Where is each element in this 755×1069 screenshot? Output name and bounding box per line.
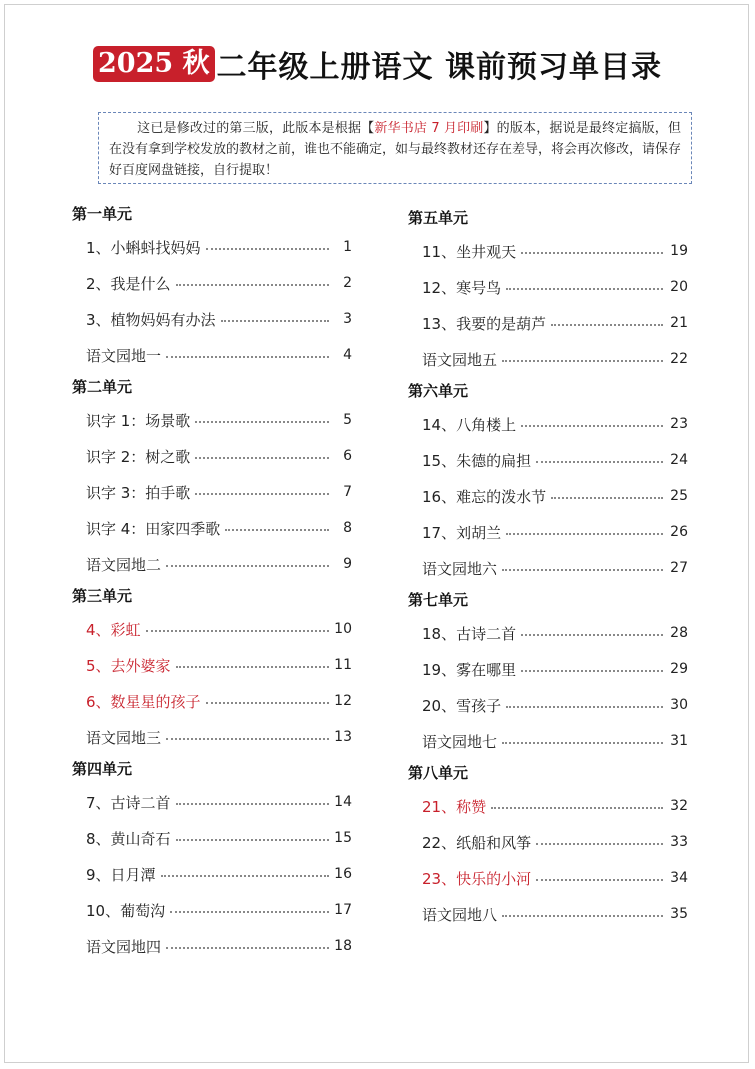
dot-leader bbox=[551, 324, 663, 326]
dot-leader bbox=[502, 742, 663, 744]
toc-entry-page: 6 bbox=[343, 448, 352, 464]
toc-entry-page: 12 bbox=[334, 693, 352, 709]
notice-box bbox=[98, 112, 692, 184]
dot-leader bbox=[521, 252, 663, 254]
toc-entry-label: 识字 2：树之歌 bbox=[86, 447, 191, 466]
toc-entry-label: 语文园地八 bbox=[422, 905, 498, 924]
toc-entry[interactable] bbox=[408, 406, 688, 442]
dot-leader bbox=[506, 706, 663, 708]
dot-leader bbox=[176, 284, 329, 286]
unit-title: 第四单元 bbox=[72, 760, 133, 778]
toc-entry-page: 26 bbox=[670, 524, 688, 540]
toc-entry-page: 17 bbox=[334, 902, 352, 918]
toc-entry[interactable] bbox=[72, 546, 352, 582]
toc-entry-page: 16 bbox=[334, 866, 352, 882]
toc-entry-label: 8、黄山奇石 bbox=[86, 829, 171, 848]
toc-entry-label: 19、雾在哪里 bbox=[422, 660, 517, 679]
toc-entry-label: 13、我要的是葫芦 bbox=[422, 314, 547, 333]
toc-entry[interactable] bbox=[72, 229, 352, 265]
toc-entry-page: 2 bbox=[343, 275, 352, 291]
toc-entry-page: 3 bbox=[343, 311, 352, 327]
toc-entry[interactable] bbox=[72, 928, 352, 964]
toc-entry-page: 30 bbox=[670, 697, 688, 713]
unit-title: 第六单元 bbox=[408, 382, 469, 400]
dot-leader bbox=[502, 569, 663, 571]
toc-entry-page: 15 bbox=[334, 830, 352, 846]
unit-title: 第七单元 bbox=[408, 591, 469, 609]
toc-entry-label: 语文园地二 bbox=[86, 555, 162, 574]
toc-entry-label: 17、刘胡兰 bbox=[422, 523, 502, 542]
toc-entry-label: 22、纸船和风筝 bbox=[422, 833, 532, 852]
dot-leader bbox=[506, 533, 663, 535]
toc-entry[interactable] bbox=[408, 478, 688, 514]
toc-entry[interactable] bbox=[408, 514, 688, 550]
toc-entry-page: 1 bbox=[343, 239, 352, 255]
toc-entry-label: 5、去外婆家 bbox=[86, 656, 171, 675]
unit-title: 第三单元 bbox=[72, 587, 133, 605]
dot-leader bbox=[195, 421, 329, 423]
toc-entry-label: 10、葡萄沟 bbox=[86, 901, 166, 920]
toc-entry[interactable] bbox=[72, 856, 352, 892]
toc-entry[interactable] bbox=[72, 719, 352, 755]
dot-leader bbox=[506, 288, 663, 290]
toc-entry[interactable] bbox=[72, 265, 352, 301]
toc-entry-page: 35 bbox=[670, 906, 688, 922]
dot-leader bbox=[206, 702, 329, 704]
toc-entry-page: 14 bbox=[334, 794, 352, 810]
toc-entry-label: 9、日月潭 bbox=[86, 865, 156, 884]
dot-leader bbox=[166, 565, 329, 567]
toc-entry-page: 32 bbox=[670, 798, 688, 814]
toc-entry-label: 2、我是什么 bbox=[86, 274, 171, 293]
toc-entry-page: 11 bbox=[334, 657, 352, 673]
dot-leader bbox=[195, 457, 329, 459]
year-badge: 2025 秋 bbox=[93, 46, 215, 82]
dot-leader bbox=[206, 248, 329, 250]
dot-leader bbox=[491, 807, 663, 809]
unit-title: 第二单元 bbox=[72, 378, 133, 396]
toc-entry-page: 10 bbox=[334, 621, 352, 637]
toc-entry-page: 25 bbox=[670, 488, 688, 504]
dot-leader bbox=[521, 634, 663, 636]
toc-entry[interactable] bbox=[72, 647, 352, 683]
toc-entry[interactable] bbox=[72, 337, 352, 373]
dot-leader bbox=[166, 738, 329, 740]
toc-entry-page: 27 bbox=[670, 560, 688, 576]
toc-entry-page: 7 bbox=[343, 484, 352, 500]
toc-entry[interactable] bbox=[408, 341, 688, 377]
toc-entry-page: 19 bbox=[670, 243, 688, 259]
toc-entry-label: 1、小蝌蚪找妈妈 bbox=[86, 238, 201, 257]
toc-right-column bbox=[408, 204, 688, 932]
toc-entry[interactable] bbox=[408, 788, 688, 824]
toc-entry[interactable] bbox=[72, 611, 352, 647]
toc-entry-label: 4、彩虹 bbox=[86, 620, 141, 639]
toc-entry-page: 20 bbox=[670, 279, 688, 295]
toc-entry[interactable] bbox=[408, 687, 688, 723]
toc-entry-label: 识字 1：场景歌 bbox=[86, 411, 191, 430]
unit-title: 第一单元 bbox=[72, 205, 133, 223]
toc-entry-page: 4 bbox=[343, 347, 352, 363]
toc-entry-label: 3、植物妈妈有办法 bbox=[86, 310, 216, 329]
toc-entry-label: 23、快乐的小河 bbox=[422, 869, 532, 888]
unit-title: 第五单元 bbox=[408, 209, 469, 227]
notice-highlight: 新华书店 7 月印刷 bbox=[374, 121, 484, 136]
dot-leader bbox=[146, 630, 329, 632]
dot-leader bbox=[521, 670, 663, 672]
toc-entry-label: 6、数星星的孩子 bbox=[86, 692, 201, 711]
toc-entry-page: 29 bbox=[670, 661, 688, 677]
dot-leader bbox=[221, 320, 329, 322]
toc-entry[interactable] bbox=[408, 824, 688, 860]
toc-entry[interactable] bbox=[72, 474, 352, 510]
dot-leader bbox=[195, 493, 329, 495]
toc-entry-page: 33 bbox=[670, 834, 688, 850]
toc-entry[interactable] bbox=[408, 269, 688, 305]
toc-entry[interactable] bbox=[72, 892, 352, 928]
unit-title: 第八单元 bbox=[408, 764, 469, 782]
toc-entry[interactable] bbox=[408, 305, 688, 341]
toc-entry[interactable] bbox=[408, 442, 688, 478]
title-text: 二年级上册语文 课前预习单目录 bbox=[216, 50, 662, 85]
toc-entry-label: 识字 3：拍手歌 bbox=[86, 483, 191, 502]
toc-entry-page: 5 bbox=[343, 412, 352, 428]
toc-entry-page: 24 bbox=[670, 452, 688, 468]
toc-entry-label: 14、八角楼上 bbox=[422, 415, 517, 434]
toc-entry[interactable] bbox=[72, 402, 352, 438]
dot-leader bbox=[166, 947, 329, 949]
toc-entry-page: 9 bbox=[343, 556, 352, 572]
toc-entry-label: 16、难忘的泼水节 bbox=[422, 487, 547, 506]
dot-leader bbox=[225, 529, 329, 531]
dot-leader bbox=[502, 360, 663, 362]
dot-leader bbox=[521, 425, 663, 427]
toc-entry-page: 8 bbox=[343, 520, 352, 536]
toc-entry-label: 18、古诗二首 bbox=[422, 624, 517, 643]
dot-leader bbox=[536, 461, 663, 463]
dot-leader bbox=[551, 497, 663, 499]
toc-entry-label: 21、称赞 bbox=[422, 797, 487, 816]
toc-entry[interactable] bbox=[408, 550, 688, 586]
toc-entry-page: 31 bbox=[670, 733, 688, 749]
toc-entry[interactable] bbox=[72, 820, 352, 856]
toc-entry-label: 语文园地五 bbox=[422, 350, 498, 369]
notice-text-2: 】的版本，据说是最终定搞版，但在没有拿到学校发放的教材之前，谁也不能确定，如与最终教材还存在差导，将会再次修改，请保存好百度网盘链接，自行提取！ bbox=[109, 121, 682, 178]
toc-entry-page: 23 bbox=[670, 416, 688, 432]
toc-entry-page: 22 bbox=[670, 351, 688, 367]
dot-leader bbox=[166, 356, 329, 358]
toc-entry[interactable] bbox=[72, 438, 352, 474]
toc-entry[interactable] bbox=[408, 896, 688, 932]
toc-entry-label: 7、古诗二首 bbox=[86, 793, 171, 812]
toc-entry[interactable] bbox=[72, 784, 352, 820]
dot-leader bbox=[536, 843, 663, 845]
toc-entry-label: 语文园地四 bbox=[86, 937, 162, 956]
toc-entry-label: 语文园地六 bbox=[422, 559, 498, 578]
toc-entry-label: 语文园地一 bbox=[86, 346, 162, 365]
toc-entry-label: 15、朱德的扁担 bbox=[422, 451, 532, 470]
toc-entry-page: 34 bbox=[670, 870, 688, 886]
dot-leader bbox=[536, 879, 663, 881]
toc-entry-label: 识字 4：田家四季歌 bbox=[86, 519, 221, 538]
toc-entry-page: 13 bbox=[334, 729, 352, 745]
toc-entry-page: 18 bbox=[334, 938, 352, 954]
toc-entry[interactable] bbox=[72, 510, 352, 546]
notice-text-1: 这已是修改过的第三版，此版本是根据【 bbox=[137, 121, 375, 136]
dot-leader bbox=[176, 803, 329, 805]
dot-leader bbox=[176, 839, 329, 841]
page-title bbox=[0, 42, 755, 86]
toc-entry-label: 语文园地三 bbox=[86, 728, 162, 747]
toc-entry[interactable] bbox=[408, 860, 688, 896]
toc-entry-page: 21 bbox=[670, 315, 688, 331]
toc-entry-label: 20、雪孩子 bbox=[422, 696, 502, 715]
toc-entry[interactable] bbox=[408, 615, 688, 651]
dot-leader bbox=[170, 911, 329, 913]
toc-entry[interactable] bbox=[408, 723, 688, 759]
toc-left-column bbox=[72, 200, 352, 964]
toc-entry-page: 28 bbox=[670, 625, 688, 641]
dot-leader bbox=[502, 915, 663, 917]
toc-entry-label: 11、坐井观天 bbox=[422, 242, 517, 261]
toc-entry-label: 12、寒号鸟 bbox=[422, 278, 502, 297]
dot-leader bbox=[176, 666, 329, 668]
toc-entry[interactable] bbox=[72, 301, 352, 337]
toc-entry[interactable] bbox=[72, 683, 352, 719]
toc-entry-label: 语文园地七 bbox=[422, 732, 498, 751]
toc-entry[interactable] bbox=[408, 233, 688, 269]
toc-entry[interactable] bbox=[408, 651, 688, 687]
dot-leader bbox=[161, 875, 329, 877]
